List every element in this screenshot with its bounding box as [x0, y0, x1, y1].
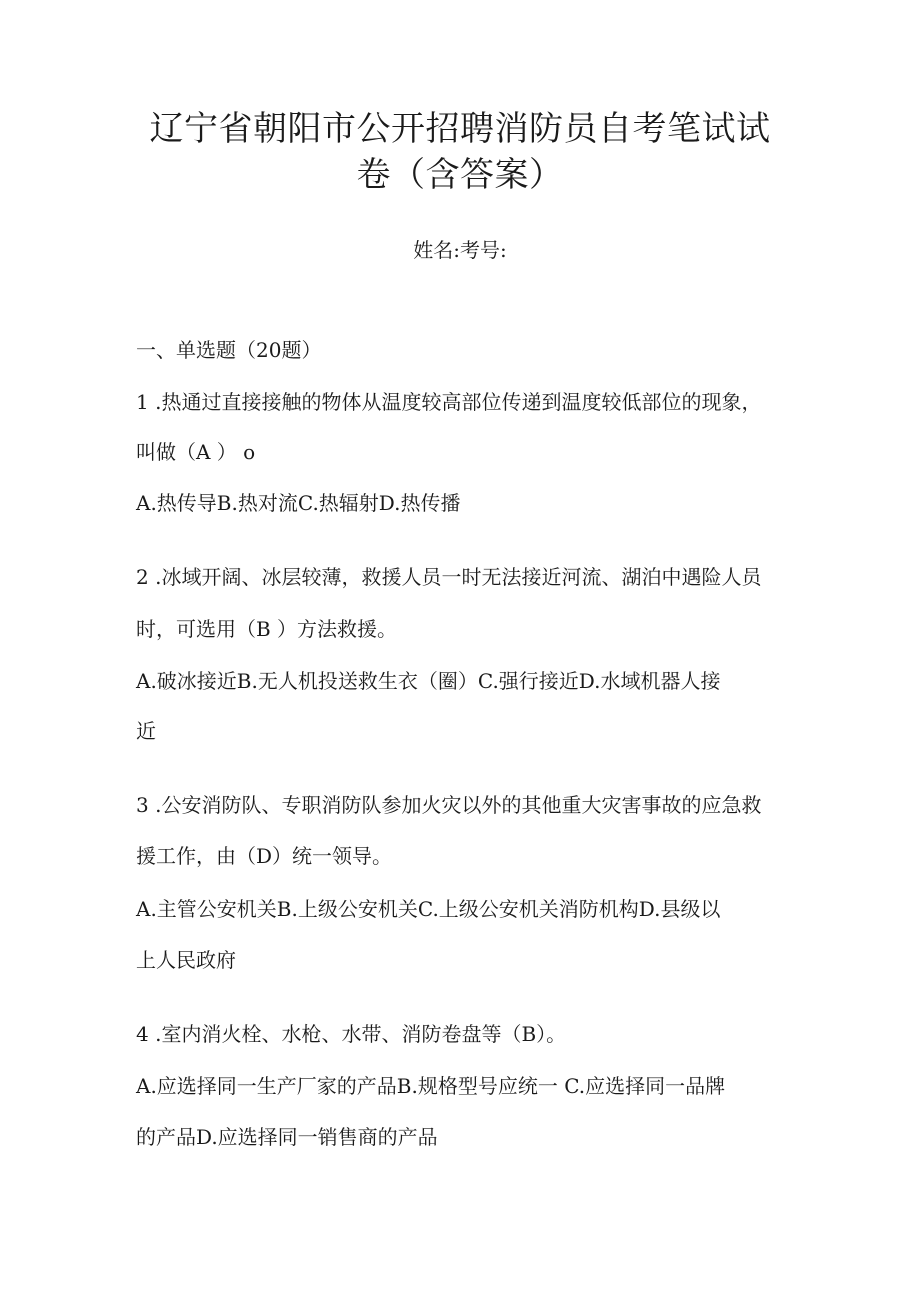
- question-2-options-line-1: A.破冰接近B.无人机投送救生衣（圈）C.强行接近D.水域机器人接: [136, 669, 721, 693]
- question-1-options: A.热传导B.热对流C.热辐射D.热传播: [136, 491, 461, 515]
- question-3-stem-line-1: 3 .公安消防队、专职消防队参加火灾以外的其他重大灾害事故的应急救: [136, 793, 762, 817]
- question-1-stem-line-1: 1 .热通过直接接触的物体从温度较高部位传递到温度较低部位的现象，: [136, 390, 762, 414]
- question-4-stem-line-1: 4 .室内消火栓、水枪、水带、消防卷盘等（B）。: [136, 1022, 567, 1046]
- document-title-line-1: 辽宁省朝阳市公开招聘消防员自考笔试试: [149, 109, 771, 149]
- name-exam-number-label: 姓名:考号:: [413, 238, 507, 262]
- question-3-options-line-2: 上人民政府: [136, 948, 236, 972]
- question-2-stem-line-1: 2 .冰域开阔、冰层较薄，救援人员一时无法接近河流、湖泊中遇险人员: [136, 565, 762, 589]
- question-4-options-line-2: 的产品D.应选择同一销售商的产品: [136, 1125, 438, 1149]
- document-title-line-2: 卷（含答案）: [356, 155, 564, 195]
- section-heading: 一、单选题（20题）: [136, 338, 322, 362]
- question-2-options-line-2: 近: [136, 719, 156, 743]
- question-2-stem-line-2: 时，可选用（B ）方法救援。: [136, 617, 398, 641]
- question-4-options-line-1: A.应选择同一生产厂家的产品B.规格型号应统一 C.应选择同一品牌: [136, 1074, 726, 1098]
- question-3-options-line-1: A.主管公安机关B.上级公安机关C.上级公安机关消防机构D.县级以: [136, 897, 721, 921]
- question-3-stem-line-2: 援工作，由（D）统一领导。: [136, 844, 393, 868]
- question-1-stem-line-2: 叫做（A ） o: [136, 440, 256, 464]
